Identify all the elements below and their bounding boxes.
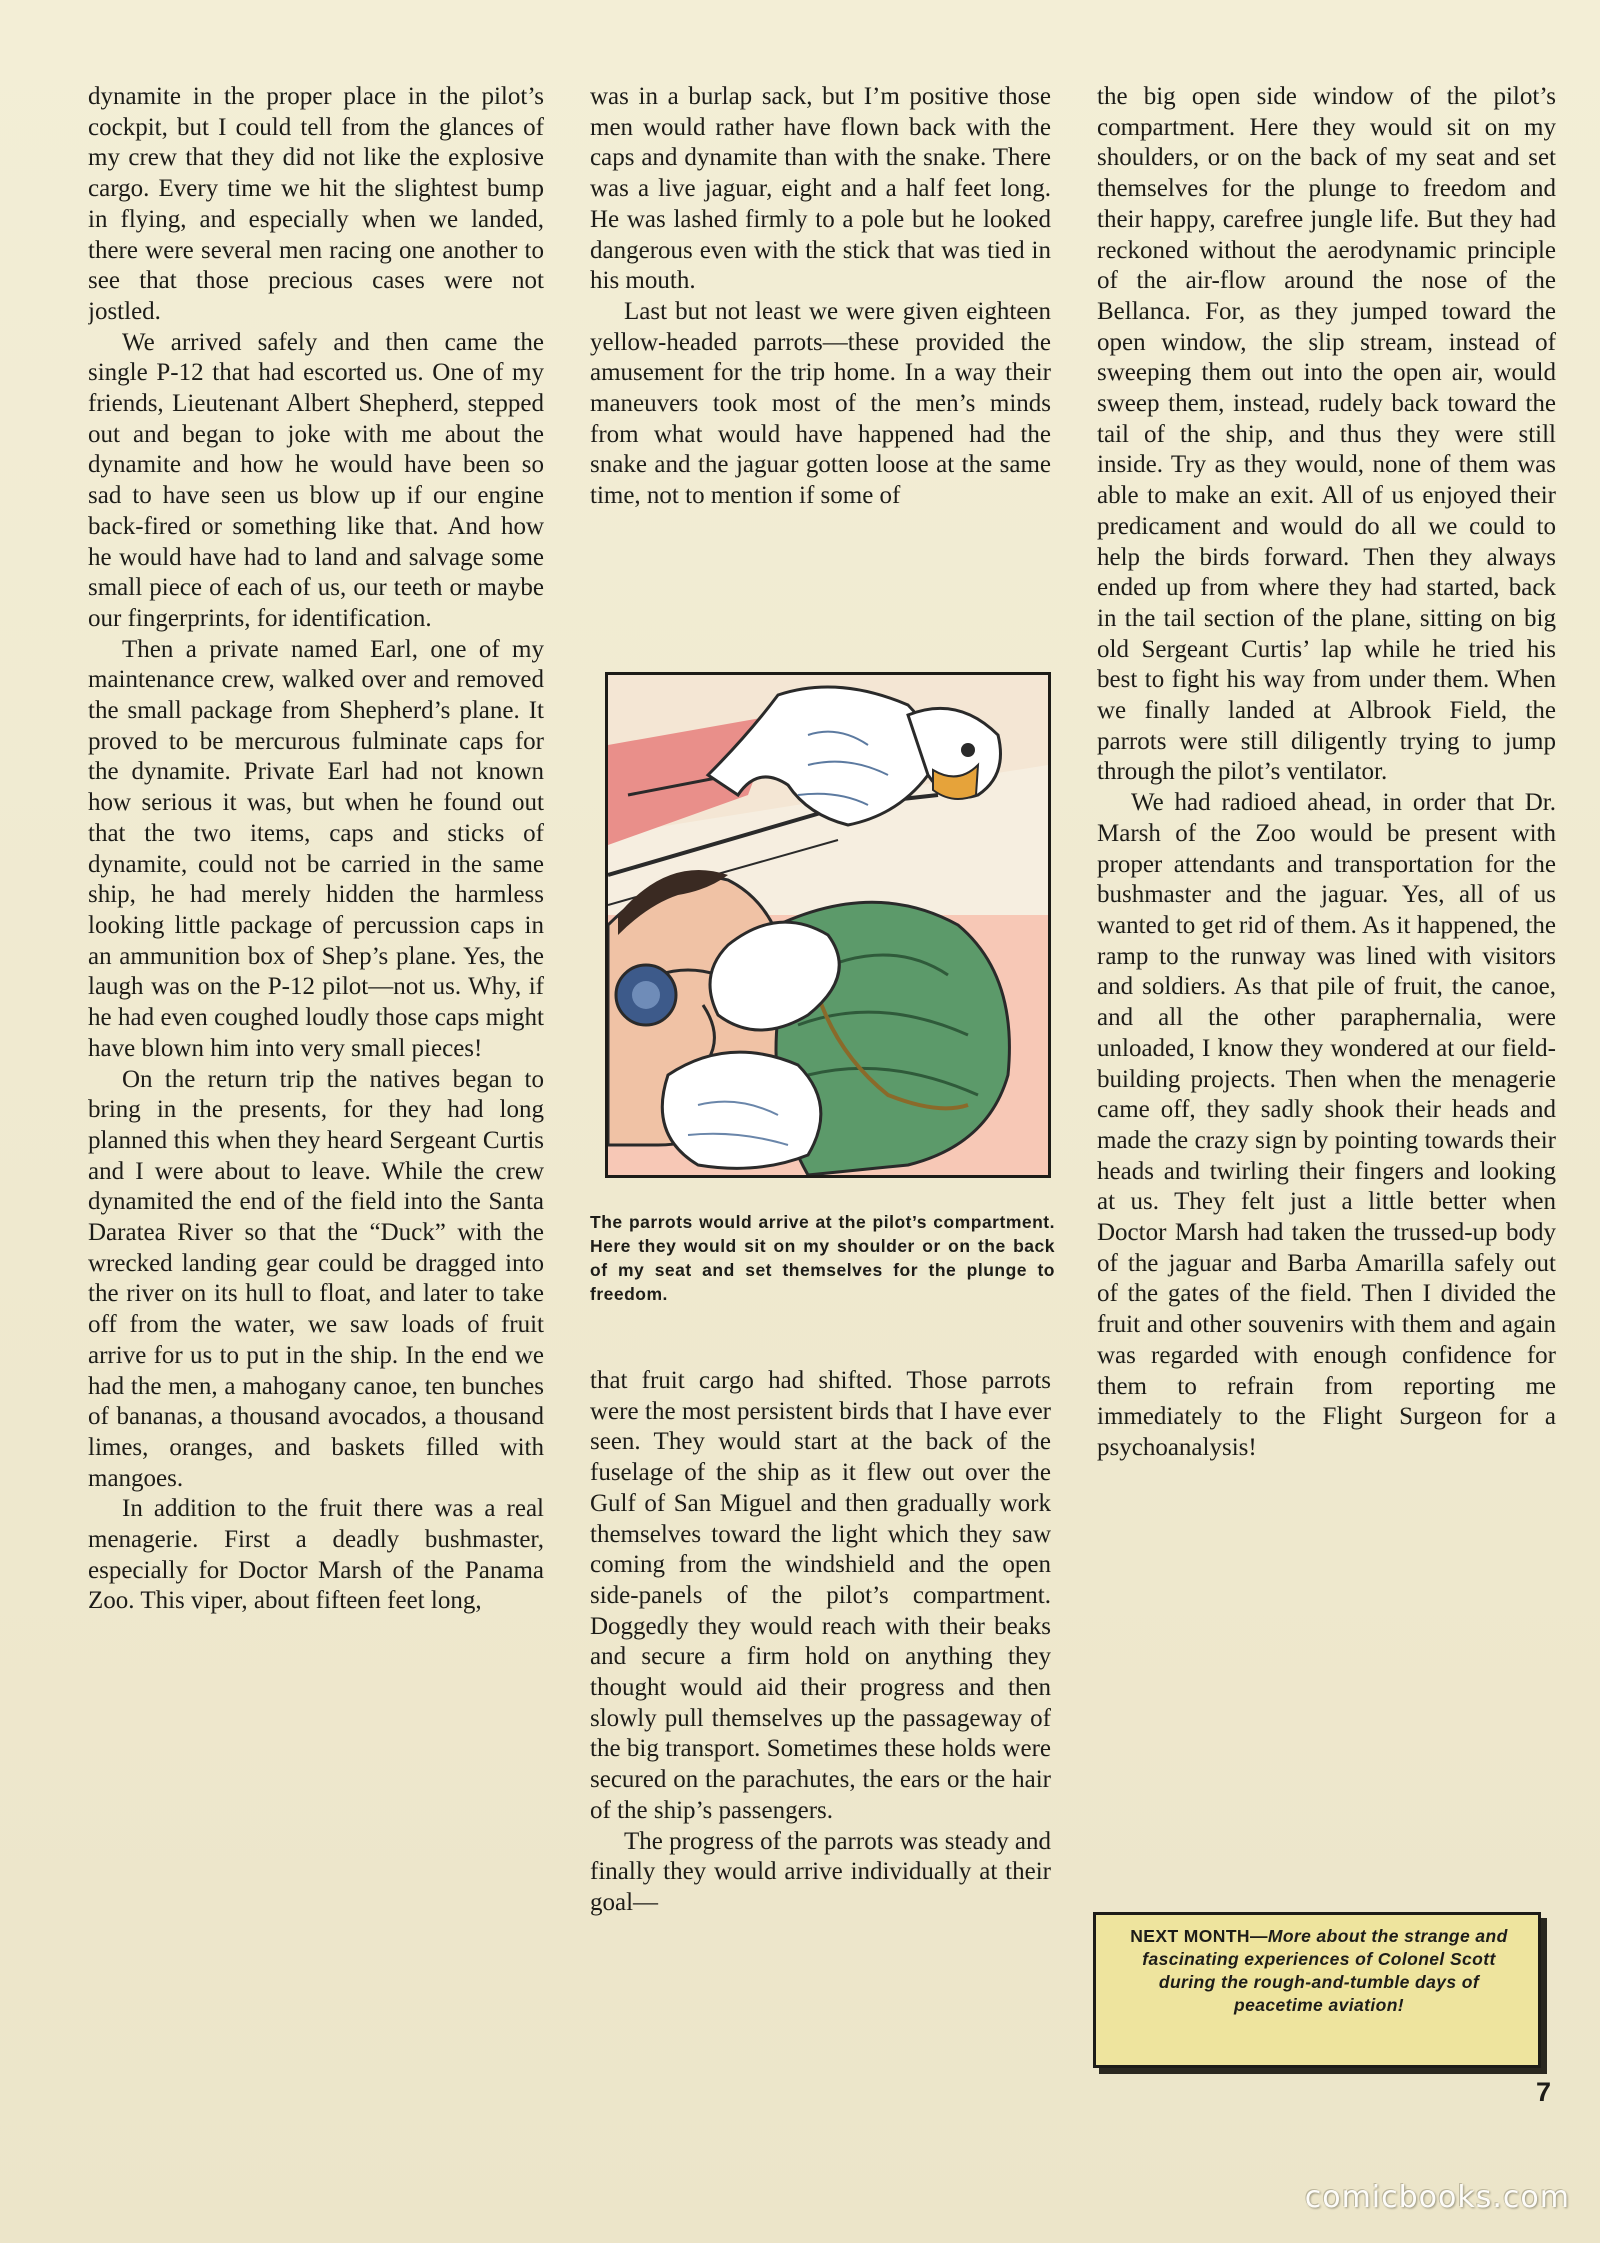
next-month-lead: NEXT MONTH— <box>1130 1926 1268 1946</box>
text-column-2-bottom <box>590 1366 1051 2086</box>
text-column-2-top <box>590 82 1051 642</box>
paragraph: that fruit cargo had shifted. Those parrots were the most persistent birds that I have ever seen. They would start at the back of the fuselage of the ship as it flew out over the Gulf of San Miguel and then gradually work themselves toward the light which they saw coming from the windshield and the open side-panels of the pilot’s compartment. Doggedly they would reach with their beaks and secure a firm hold on anything they thought would aid their progress and then slowly pull themselves up the passageway of the big transport. Sometimes these holds were secured on the parachutes, the ears or the hair of the ship’s passengers. <box>590 1367 1051 1824</box>
parrot-pilot-drawing <box>608 675 1048 1175</box>
paragraph: Then a private named Earl, one of my maintenance crew, walked over and removed the small package from Shepherd’s plane. It proved to be mercurous fulminate caps for the dynamite. Private Earl had not known how serious it was, but when he found out that the two items, caps and sticks of dynamite, could not be carried in the same ship, he had merely hidden the harmless looking little package of percussion caps in an ammunition box of Shep’s plane. Yes, the laugh was on the P-12 pilot—not us. Why, if he had even coughed loudly those caps might have blown him into very small pieces! <box>88 635 544 1062</box>
text-column-3 <box>1097 82 1556 1882</box>
paragraph: We arrived safely and then came the single P-12 that had escorted us. One of my friends, Lieutenant Albert Shepherd, stepped out and began to joke with me about the dynamite and how he would have been so sad to have seen us blow up if our engine back-fired or something like that. And how he would have had to land and salvage some small piece of each of us, our teeth or maybe our fingerprints, for identification. <box>88 328 544 632</box>
next-month-text: More about the strange and fascinating experiences of Colonel Scott during the rough-and-tumble days of peacetime aviation! <box>1142 1926 1508 2015</box>
paragraph: Last but not least we were given eighteen yellow-headed parrots—these provided the amusement for the trip home. In a way their maneuvers took most of the men’s minds from what would have happened had the snake and the jaguar gotten loose at the same time, not to mention if some of <box>590 297 1051 510</box>
illustration-caption: The parrots would arrive at the pilot’s compartment. Here they would sit on my shoulder or on the back of my seat and set themselves for the plunge to freedom. <box>590 1212 1055 1304</box>
site-watermark: comicbooks.com <box>1304 2180 1570 2215</box>
next-month-box <box>1093 1912 1541 2068</box>
paragraph: On the return trip the natives began to bring in the presents, for they had long planned this when they heard Sergeant Curtis and I were about to leave. While the crew dynamited the end of the field into the Santa Daratea River so that the “Duck” with the wrecked landing gear could be dragged into the river on its hull to float, and later to take off from the water, we saw loads of fruit arrive for us to put in the ship. In the end we had the men, a mahogany canoe, ten bunches of bananas, a thousand avocados, a thousand limes, oranges, and baskets filled with mangoes. <box>88 1065 544 1492</box>
text-column-1 <box>88 82 544 2082</box>
page-number: 7 <box>1536 2077 1552 2107</box>
paragraph: was in a burlap sack, but I’m positive those men would rather have flown back with the caps and dynamite than with the snake. There was a live jaguar, eight and a half feet long. He was lashed firmly to a pole but he looked dangerous even with the stick that was tied in his mouth. <box>590 83 1051 295</box>
parrot-illustration <box>605 672 1051 1178</box>
paragraph: dynamite in the proper place in the pilot’s cockpit, but I could tell from the glances of my crew that they did not like the explosive cargo. Every time we hit the slightest bump in flying, and especially when we landed, there were several men racing one another to see that those precious cases were not jostled. <box>88 83 544 325</box>
paragraph: In addition to the fruit there was a real menagerie. First a deadly bushmaster, especially for Doctor Marsh of the Panama Zoo. This viper, about fifteen feet long, <box>88 1495 544 1615</box>
paragraph: The progress of the parrots was steady and finally they would arrive individually at their goal— <box>590 1827 1051 1916</box>
paragraph: We had radioed ahead, in order that Dr. Marsh of the Zoo would be present with proper attendants and transportation for the bushmaster and the jaguar. Yes, all of us wanted to get rid of them. As it happened, the ramp to the runway was lined with visitors and soldiers. As that pile of fruit, the canoe, and all the other paraphernalia, were unloaded, I know they wondered at our field-building projects. Then when the menagerie came off, they sadly shook their heads and made the crazy sign by pointing towards their heads and twirling their fingers and looking at us. They felt just a little better when Doctor Marsh had taken the trussed-up body of the jaguar and Barba Amarilla safely out of the gates of the field. Then I divided the fruit and other souvenirs with them and again was regarded with enough confidence for them to refrain from reporting me immediately to the Flight Surgeon for a psychoanalysis! <box>1097 789 1556 1461</box>
paragraph: the big open side window of the pilot’s compartment. Here they would sit on my shoulders, or on the back of my seat and set themselves for the plunge to freedom and their happy, carefree jungle life. But they had reckoned without the aerodynamic principle of the air-flow around the nose of the Bellanca. For, as they jumped toward the open window, the slip stream, instead of sweeping them out into the open air, would sweep them, instead, rudely back toward the tail of the ship, and thus they were still inside. Try as they would, none of them was able to make an exit. All of us enjoyed their predicament and would do all we could to help the birds forward. Then they always ended up from where they had started, back in the tail section of the plane, sitting on big old Sergeant Curtis’ lap while he tried his best to fight his way from under them. When we finally landed at Albrook Field, the parrots were still diligently trying to jump through the pilot’s ventilator. <box>1097 83 1556 786</box>
